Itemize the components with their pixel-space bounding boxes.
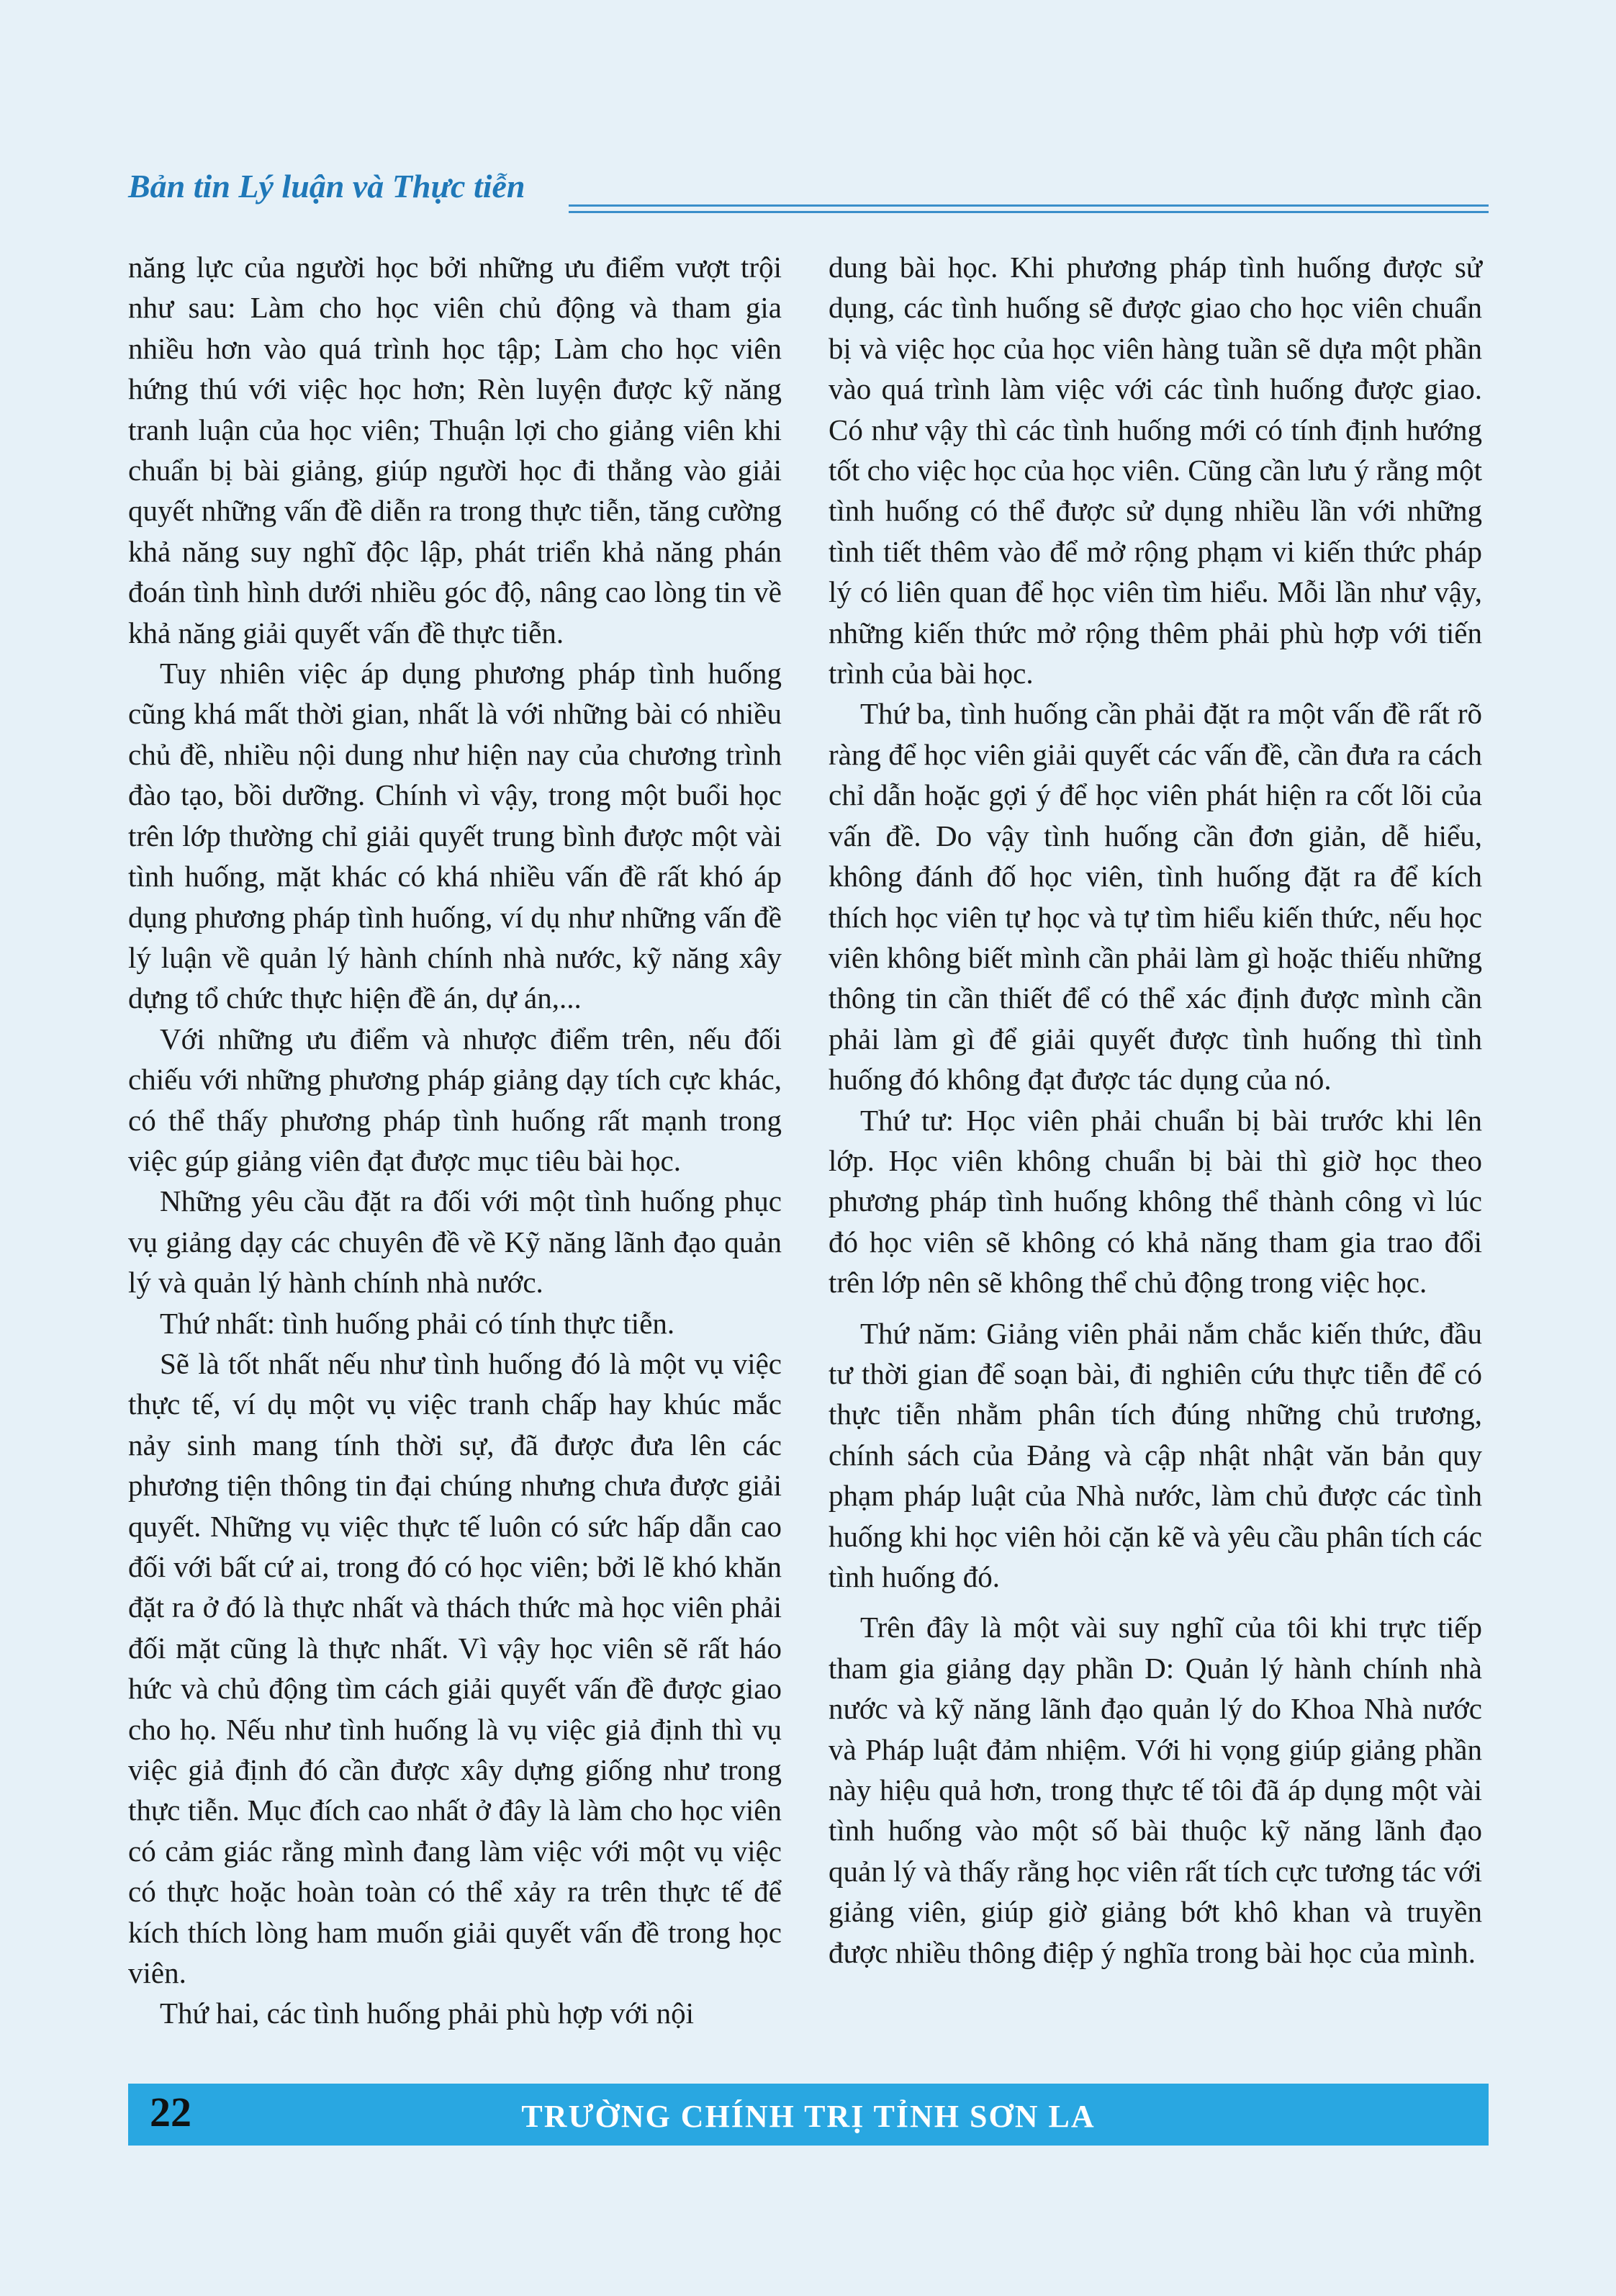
paragraph: Thứ hai, các tình huống phải phù hợp với nội [160, 1996, 694, 2030]
paragraph: Trên đây là một vài suy nghĩ của tôi khi trực tiếp tham gia giảng dạy phần D: Quản lý hành chính nhà nước và kỹ năng lãnh đạo quản lý do Khoa Nhà nước và Pháp luật đảm nhiệm. Với hi vọng giúp giảng phần này hiệu quả hơn, trong thực tế tôi đã áp dụng một vài tình huống vào một số bài thuộc kỹ năng lãnh đạo quản lý và thấy rằng học viên rất tích cực tương tác với giảng viên, giúp giờ giảng bớt khô khan và truyền được nhiều thông điệp ý nghĩa trong bài học của mình. [829, 1611, 1482, 1969]
paragraph: dung bài học. Khi phương pháp tình huống được sử dụng, các tình huống sẽ được giao cho học viên chuẩn bị và việc học của học viên hàng tuần sẽ dựa một phần vào quá trình làm việc với các tình huống được giao. Có như vậy thì các tình huống mới có tính định hướng tốt cho việc học của học viên. Cũng cần lưu ý rằng một tình huống có thể được sử dụng nhiều lần với những tình tiết thêm vào để mở rộng phạm vi kiến thức pháp lý có liên quan để học viên tìm hiểu. Mỗi lần như vậy, những kiến thức mở rộng thêm phải phù hợp với tiến trình của bài học. [829, 251, 1482, 690]
paragraph: Sẽ là tốt nhất nếu như tình huống đó là một vụ việc thực tế, ví dụ một vụ việc tranh chấp hay khúc mắc nảy sinh mang tính thời sự, đã được đưa lên các phương tiện thông tin đại chúng nhưng chưa được giải quyết. Những vụ việc thực tế luôn có sức hấp dẫn cao đối với bất cứ ai, trong đó có học viên; bởi lẽ khó khăn đặt ra ở đó là thực nhất và thách thức mà học viên phải đối mặt cũng là thực nhất. Vì vậy học viên sẽ rất háo hức và chủ động tìm cách giải quyết vấn đề được giao cho họ. Nếu như tình huống là vụ việc giả định thì vụ việc giả định đó cần được xây dựng giống như trong thực tiễn. Mục đích cao nhất ở đây là làm cho học viên có cảm giác rằng mình đang làm việc với một vụ việc có thực hoặc hoàn toàn có thể xảy ra trên thực tế để kích thích lòng ham muốn giải quyết vấn đề trong học viên. [128, 1346, 782, 1990]
publication-title: Bản tin Lý luận và Thực tiễn [128, 168, 525, 204]
footer-bar [128, 2084, 1489, 2146]
paragraph: Tuy nhiên việc áp dụng phương pháp tình huống cũng khá mất thời gian, nhất là với những bài có nhiều chủ đề, nhiều nội dung như hiện nay của chương trình đào tạo, bồi dưỡng. Chính vì vậy, trong một buổi học trên lớp thường chỉ giải quyết trung bình được một vài tình huống, mặt khác có khá nhiều vấn đề rất khó áp dụng phương pháp tình huống, ví dụ như những vấn đề lý luận về quản lý hành chính nhà nước, kỹ năng xây dựng tổ chức thực hiện đề án, dự án,... [128, 657, 782, 1015]
paragraph: Thứ năm: Giảng viên phải nắm chắc kiến thức, đầu tư thời gian để soạn bài, đi nghiên cứu thực tiễn để có thực tiễn nhằm phân tích đúng những chủ trương, chính sách của Đảng và cập nhật nhật văn bản quy phạm pháp luật của Nhà nước, làm chủ được các tình huống khi học viên hỏi cặn kẽ và yêu cầu phân tích các tình huống đó. [829, 1316, 1482, 1593]
header-double-rule [569, 204, 1489, 213]
footer-institution: TRƯỜNG CHÍNH TRỊ TỈNH SƠN LA [521, 2099, 1096, 2134]
left-column [128, 247, 782, 2034]
paragraph: Những yêu cầu đặt ra đối với một tình huống phục vụ giảng dạy các chuyên đề về Kỹ năng lãnh đạo quản lý và quản lý hành chính nhà nước. [128, 1184, 782, 1300]
paragraph: Thứ nhất: tình huống phải có tính thực tiễn. [160, 1306, 675, 1340]
running-header [128, 167, 1489, 225]
paragraph: Thứ ba, tình huống cần phải đặt ra một vấn đề rất rõ ràng để học viên giải quyết các vấn đề, cần đưa ra cách chỉ dẫn hoặc gợi ý để học viên phát hiện ra cốt lõi của vấn đề. Do vậy tình huống cần đơn giản, dễ hiểu, không đánh đố học viên, tình huống đặt ra để kích thích học viên tự học và tự tìm hiểu kiến thức, nếu học viên không biết mình cần phải làm gì hoặc thiếu những thông tin cần thiết để có thể xác định được mình cần phải làm gì để giải quyết được tình huống thì tình huống đó không đạt được tác dụng của nó. [829, 697, 1482, 1097]
paragraph: Thứ tư: Học viên phải chuẩn bị bài trước khi lên lớp. Học viên không chuẩn bị bài thì giờ học theo phương pháp tình huống không thể thành công vì lúc đó học viên sẽ không có khả năng tham gia trao đổi trên lớp nên sẽ không thể chủ động trong việc học. [829, 1103, 1482, 1300]
paragraph: Với những ưu điểm và nhược điểm trên, nếu đối chiếu với những phương pháp giảng dạy tích cực khác, có thể thấy phương pháp tình huống rất mạnh trong việc gúp giảng viên đạt được mục tiêu bài học. [128, 1022, 782, 1177]
right-column [829, 247, 1482, 1973]
paragraph: năng lực của người học bởi những ưu điểm vượt trội như sau: Làm cho học viên chủ động và tham gia nhiều hơn vào quá trình học tập; Làm cho học viên hứng thú với việc học hơn; Rèn luyện được kỹ năng tranh luận của học viên; Thuận lợi cho giảng viên khi chuẩn bị bài giảng, giúp người học đi thẳng vào giải quyết những vấn đề diễn ra trong thực tiễn, tăng cường khả năng suy nghĩ độc lập, phát triển khả năng phán đoán tình hình dưới nhiều góc độ, nâng cao lòng tin về khả năng giải quyết vấn đề thực tiễn. [128, 251, 782, 649]
page-number: 22 [150, 2089, 191, 2135]
